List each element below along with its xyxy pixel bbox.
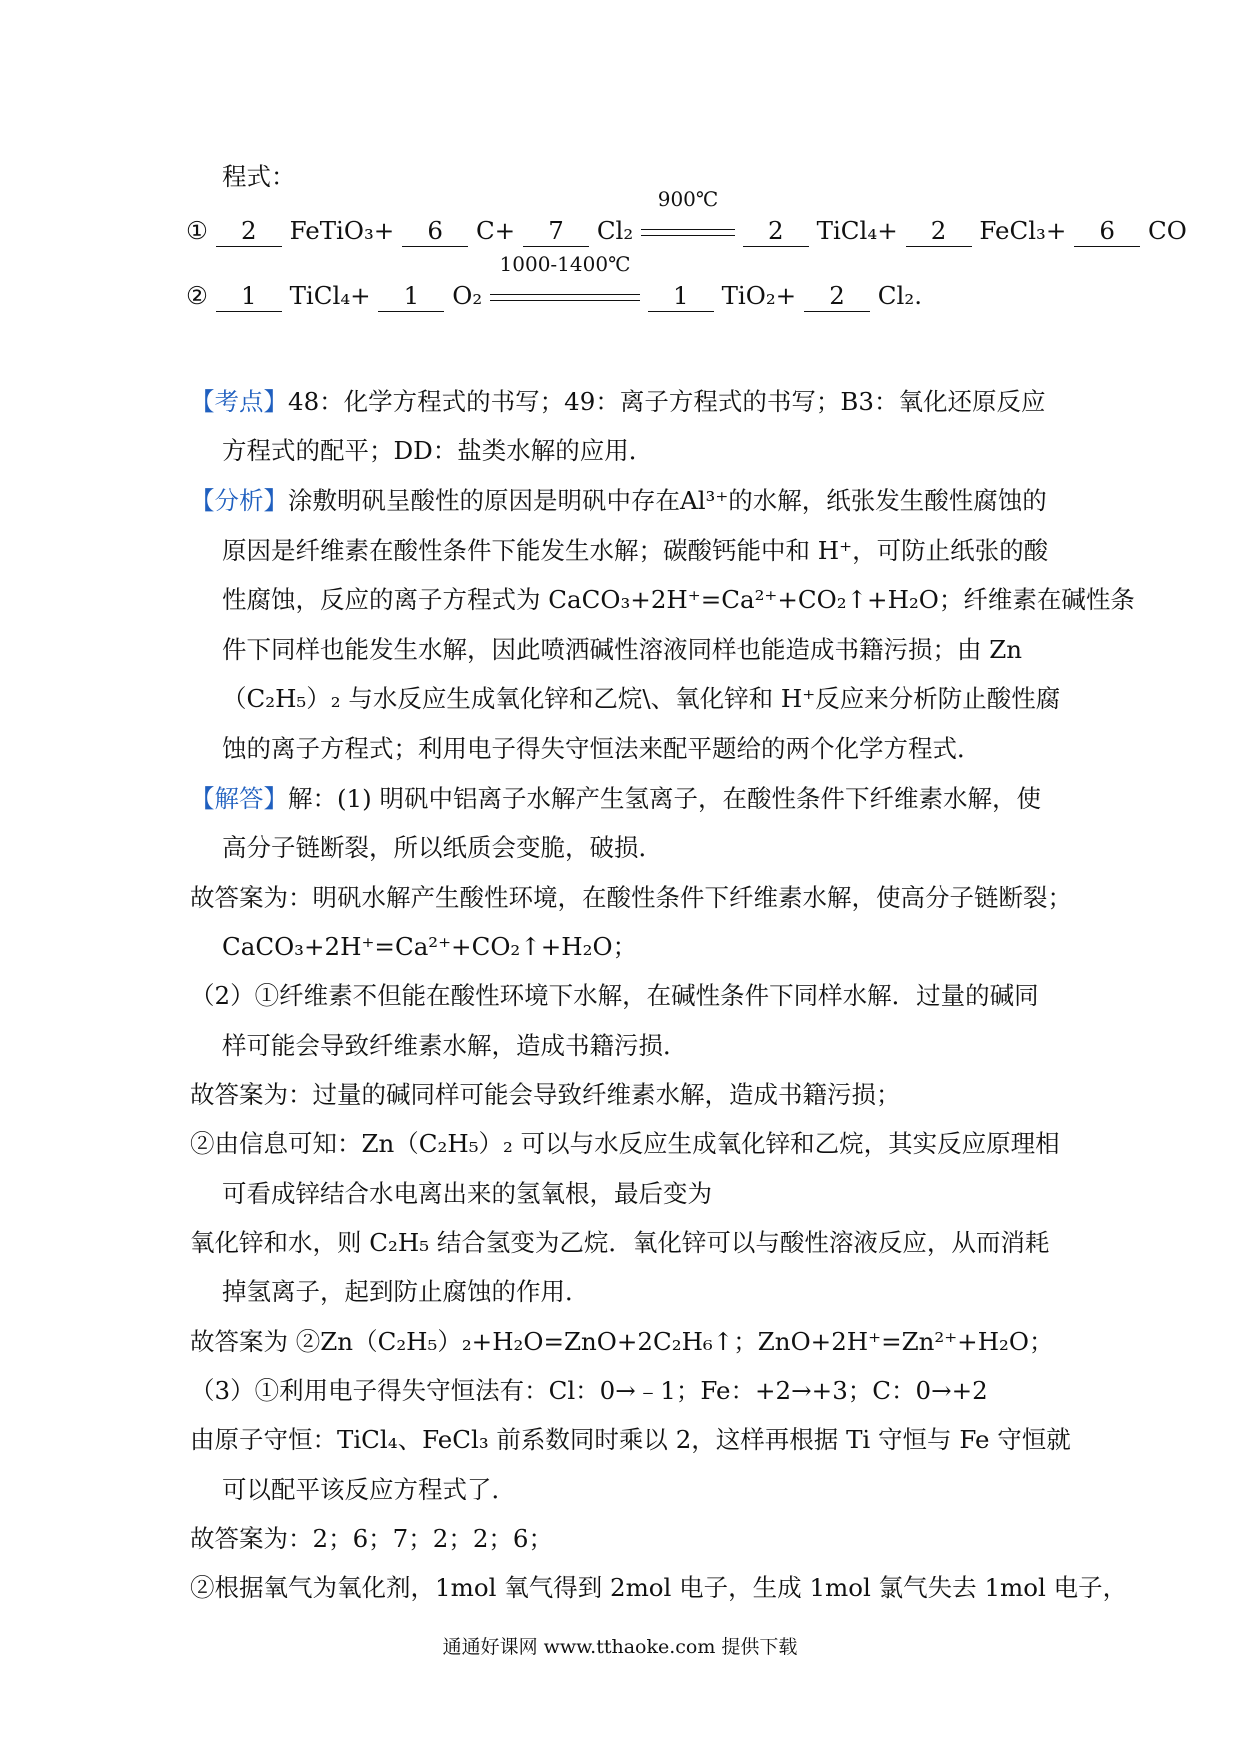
coefficient-blank: 1 xyxy=(378,281,444,312)
text-line: 故答案为 ②Zn（C₂H₅）₂+H₂O=ZnO+2C₂H₆↑；ZnO+2H⁺=Zn²⁺+H₂O； xyxy=(190,1327,1054,1356)
text-line: CaCO₃+2H⁺=Ca²⁺+CO₂↑+H₂O； xyxy=(222,932,638,961)
species: TiCl₄+ xyxy=(289,281,371,310)
coefficient-blank: 6 xyxy=(1074,216,1140,247)
species: TiO₂+ xyxy=(721,281,797,310)
coefficient-blank: 7 xyxy=(523,216,589,247)
text-line xyxy=(190,484,1047,518)
text-line: 性腐蚀，反应的离子方程式为 CaCO₃+2H⁺=Ca²⁺+CO₂↑+H₂O；纤维素在碱性条 xyxy=(222,585,1135,614)
coefficient-blank: 2 xyxy=(906,216,972,247)
section-tag-kaodian: 【考点】 xyxy=(190,387,288,416)
text-line: 可以配平该反应方程式了． xyxy=(222,1475,516,1504)
text-line: 蚀的离子方程式；利用电子得失守恒法来配平题给的两个化学方程式． xyxy=(222,734,982,763)
text-line: 程式： xyxy=(222,162,296,191)
species: FeTiO₃+ xyxy=(289,216,395,245)
equation-2 xyxy=(186,252,922,313)
text-line: ②根据氧气为氧化剂，1mol 氧气得到 2mol 电子，生成 1mol 氯气失去 1mol 电子， xyxy=(190,1573,1128,1602)
text-line: 件下同样也能发生水解，因此喷洒碱性溶液同样也能造成书籍污损；由 Zn xyxy=(222,635,1023,664)
text-line: 氧化锌和水，则 C₂H₅ 结合氢变为乙烷．氧化锌可以与酸性溶液反应，从而消耗 xyxy=(190,1228,1050,1257)
text-line: 高分子链断裂，所以纸质会变脆，破损． xyxy=(222,833,663,862)
page-footer: 通通好课网 www.tthaoke.com 提供下载 xyxy=(442,1636,798,1658)
reaction-equals-sign xyxy=(641,187,735,248)
reaction-condition: 900℃ xyxy=(657,187,719,211)
text-line: 故答案为：2；6；7；2；2；6； xyxy=(190,1524,554,1553)
species: TiCl₄+ xyxy=(816,216,898,245)
section-tag-fenxi: 【分析】 xyxy=(190,486,288,515)
section-text: 解：(1) 明矾中铝离子水解产生氢离子，在酸性条件下纤维素水解，使 xyxy=(288,784,1041,813)
text-line: 原因是纤维素在酸性条件下能发生水解；碳酸钙能中和 H⁺，可防止纸张的酸 xyxy=(222,536,1049,565)
species: C+ xyxy=(475,216,516,245)
species: Cl₂. xyxy=(877,281,922,310)
text-line: （C₂H₅）₂ 与水反应生成氧化锌和乙烷\、氧化锌和 H⁺反应来分析防止酸性腐 xyxy=(222,684,1061,713)
text-line: 样可能会导致纤维素水解，造成书籍污损． xyxy=(222,1031,688,1060)
coefficient-blank: 6 xyxy=(402,216,468,247)
section-text: 涂敷明矾呈酸性的原因是明矾中存在Al³⁺的水解，纸张发生酸性腐蚀的 xyxy=(288,486,1047,515)
text-line xyxy=(190,385,1045,419)
coefficient-blank: 1 xyxy=(648,281,714,312)
species: Cl₂ xyxy=(596,216,634,245)
species: CO xyxy=(1148,216,1187,245)
section-text: 48：化学方程式的书写；49：离子方程式的书写；B3：氧化还原反应 xyxy=(288,387,1046,416)
text-line xyxy=(190,782,1041,816)
text-line: 故答案为：过量的碱同样可能会导致纤维素水解，造成书籍污损； xyxy=(190,1080,901,1109)
text-line: 掉氢离子，起到防止腐蚀的作用． xyxy=(222,1277,590,1306)
text-line: 故答案为：明矾水解产生酸性环境，在酸性条件下纤维素水解，使高分子链断裂； xyxy=(190,883,1072,912)
species: FeCl₃+ xyxy=(979,216,1067,245)
section-tag-jieda: 【解答】 xyxy=(190,784,288,813)
reaction-equals-sign xyxy=(490,252,640,313)
circled-number-2: ② xyxy=(186,281,208,310)
species: O₂ xyxy=(452,281,483,310)
circled-number-1: ① xyxy=(186,216,208,245)
text-line: 方程式的配平；DD：盐类水解的应用． xyxy=(222,436,654,465)
coefficient-blank: 2 xyxy=(804,281,870,312)
coefficient-blank: 2 xyxy=(216,216,282,247)
coefficient-blank: 2 xyxy=(743,216,809,247)
reaction-condition: 1000-1400℃ xyxy=(499,252,631,276)
equation-1 xyxy=(186,187,1187,248)
text-line: （3）①利用电子得失守恒法有：Cl：0→﹣1；Fe：+2→+3；C：0→+2 xyxy=(190,1376,988,1405)
coefficient-blank: 1 xyxy=(216,281,282,312)
text-line: 由原子守恒：TiCl₄、FeCl₃ 前系数同时乘以 2，这样再根据 Ti 守恒与 Fe 守恒就 xyxy=(190,1425,1071,1454)
text-line: ②由信息可知：Zn（C₂H₅）₂ 可以与水反应生成氧化锌和乙烷，其实反应原理相 xyxy=(190,1129,1060,1158)
text-line: 可看成锌结合水电离出来的氢氧根，最后变为 xyxy=(222,1179,712,1208)
text-line: （2）①纤维素不但能在酸性环境下水解，在碱性条件下同样水解．过量的碱同 xyxy=(190,981,1039,1010)
